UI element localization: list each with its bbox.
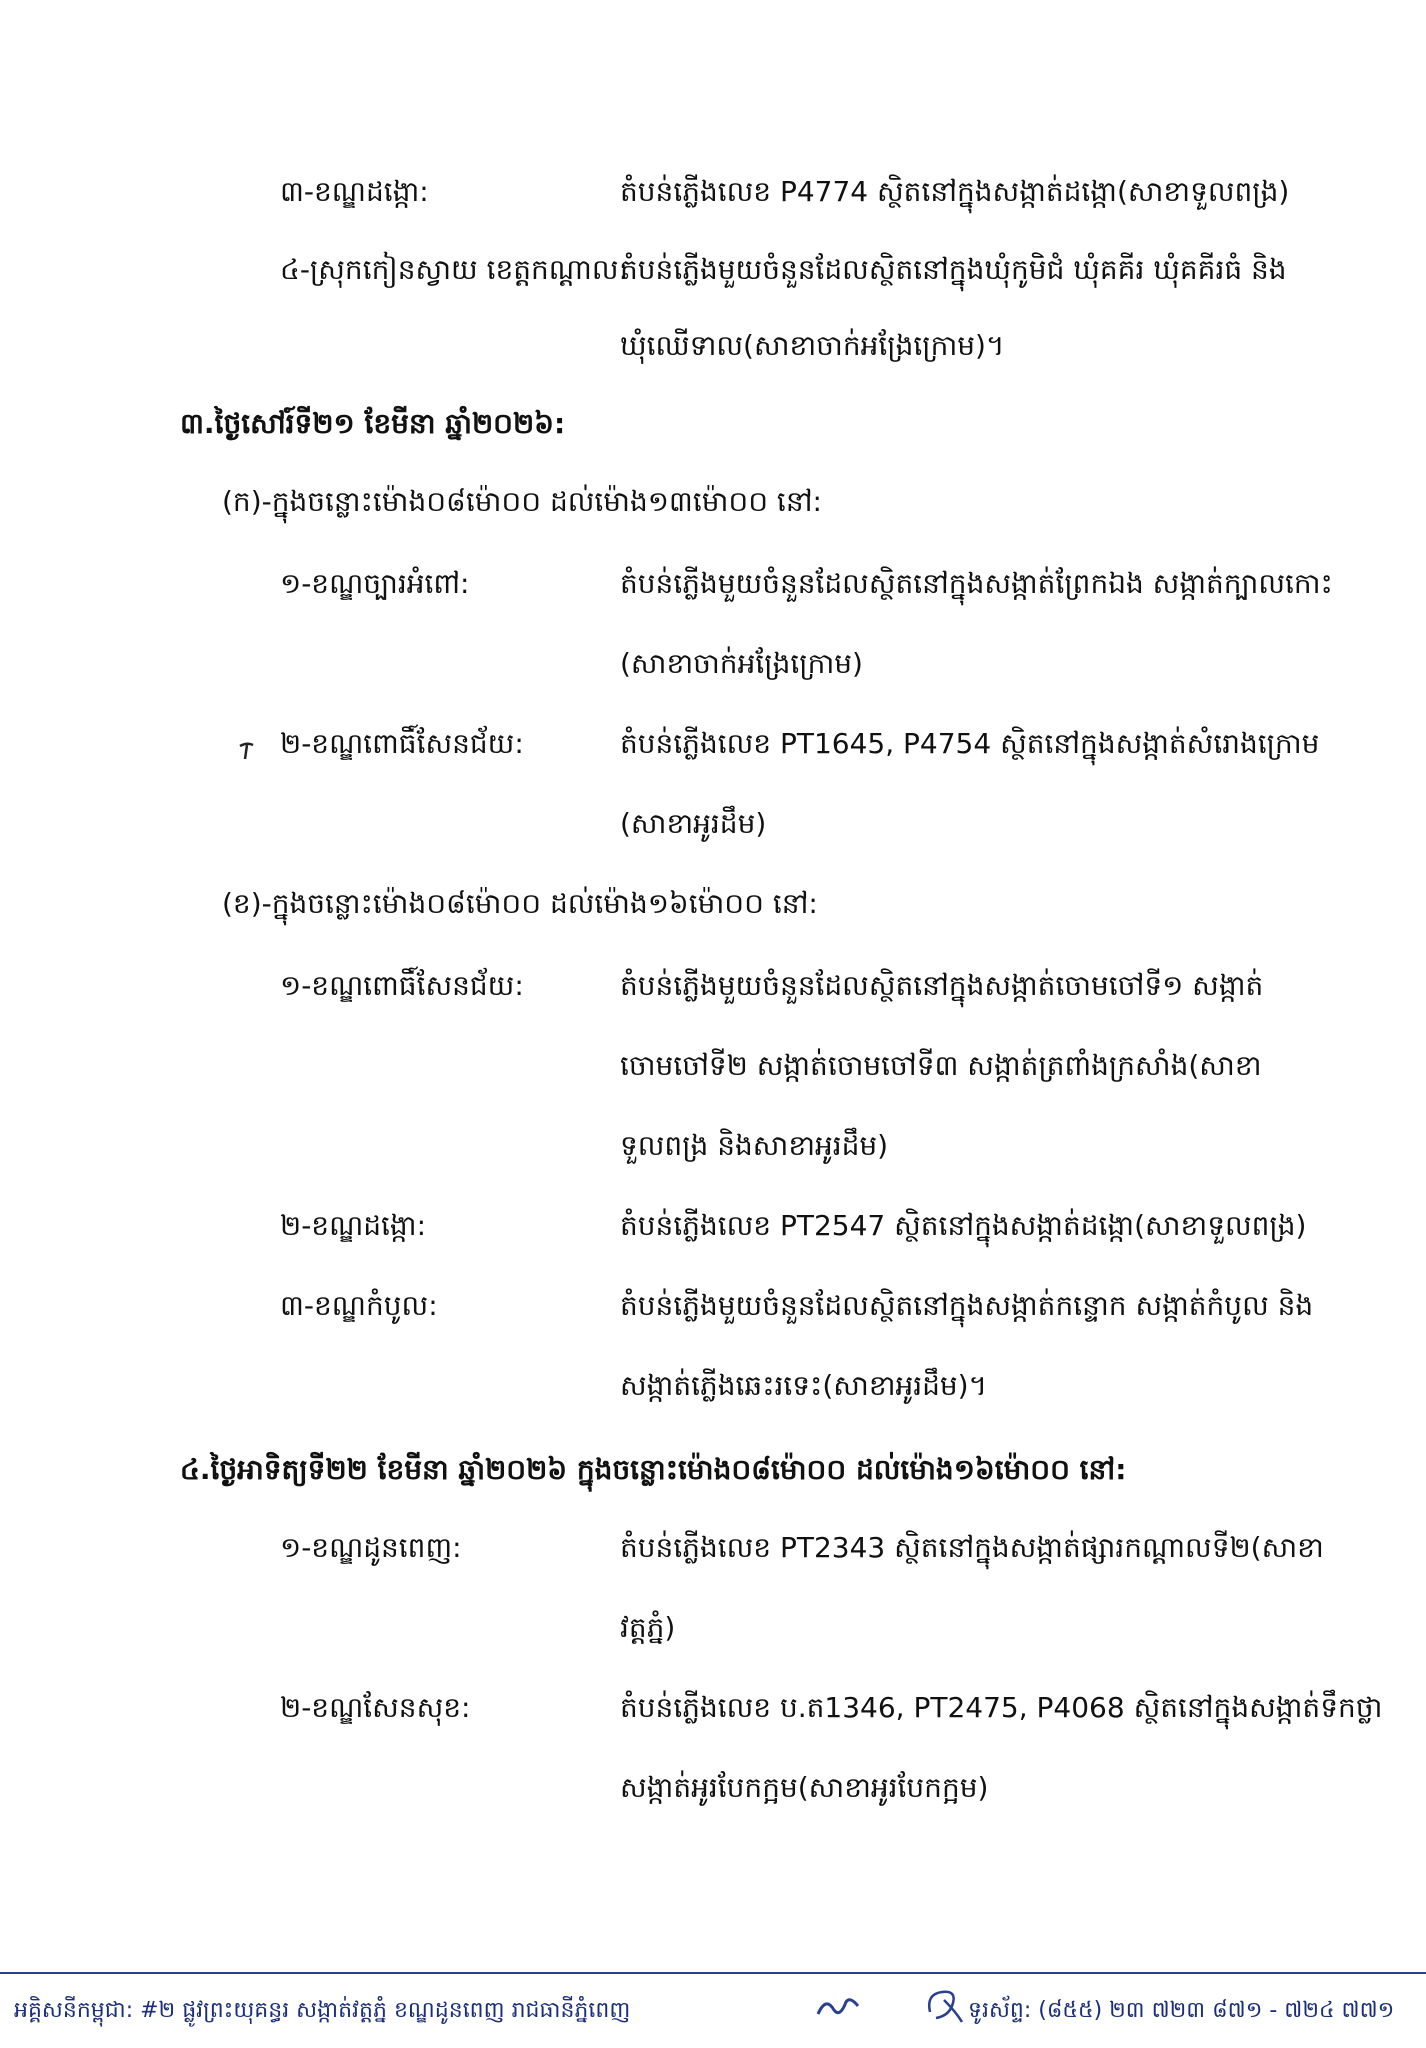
item-desc-dangkao: តំបន់ភ្លើងលេខ P4774 ស្ថិតនៅក្នុងសង្កាត់ដង្កោ(សាខាទួលពង្រ) [620,175,1290,208]
item-desc-kamboul-line1: តំបន់ភ្លើងមួយចំនួនដែលស្ថិតនៅក្នុងសង្កាត់កន្ទោក សង្កាត់កំបូល និង [620,1289,1314,1322]
item-desc-daun-penh-line2: វត្តភ្នំ) [620,1611,676,1644]
item-label-kien-svay: ៤-ស្រុកកៀនស្វាយ ខេត្តកណ្ដាល: [280,253,628,286]
item-desc-pou-senchey-line1: តំបន់ភ្លើងលេខ PT1645, P4754 ស្ថិតនៅក្នុងសង្កាត់សំរោងក្រោម [620,727,1320,760]
signature-mark-icon [922,1982,968,2028]
item-desc-chbar-ampov-line2: (សាខាចាក់អង្រែក្រោម) [620,647,863,680]
item-label-pou-senchey-b: ១-ខណ្ឌពោធិ៍សែនជ័យ: [280,969,524,1002]
item-desc-dangkao-b: តំបន់ភ្លើងលេខ PT2547 ស្ថិតនៅក្នុងសង្កាត់ដង្កោ(សាខាទួលពង្រ) [620,1209,1307,1242]
subsection-a-heading: (ក)-ក្នុងចន្លោះម៉ោង០៨ម៉ោ០០ ដល់ម៉ោង១៣ម៉ោ០០ នៅ: [222,485,822,518]
item-desc-kien-svay-line1: តំបន់ភ្លើងមួយចំនួនដែលស្ថិតនៅក្នុងឃុំកូមិជំ ឃុំគគីរ ឃុំគគីរធំ និង [620,253,1287,286]
item-desc-daun-penh-line1: តំបន់ភ្លើងលេខ PT2343 ស្ថិតនៅក្នុងសង្កាត់ផ្សារកណ្ដាលទី២(សាខា [620,1531,1324,1564]
item-label-dangkao-b: ២-ខណ្ឌដង្កោ: [280,1209,427,1242]
footer-address: អគ្គិសនីកម្ពុជា: #២ ផ្លូវព្រះយុគន្ធរ សង្កាត់វត្តភ្នំ ខណ្ឌដូនពេញ រាជធានីភ្នំពេញ [14,1998,631,2023]
item-label-daun-penh: ១-ខណ្ឌដូនពេញ: [280,1531,462,1564]
footer-divider [0,1972,1426,1974]
item-desc-sen-sok-line2: សង្កាត់អូរបែកក្អម(សាខាអូរបែកក្អម) [620,1771,989,1804]
section-heading-sunday: ៤.ថ្ងៃអាទិត្យទី២២ ខែមីនា ឆ្នាំ២០២៦ ក្នុងចន្លោះម៉ោង០៨ម៉ោ០០ ដល់ម៉ោង១៦ម៉ោ០០ នៅ: [180,1453,1127,1486]
item-desc-sen-sok-line1: តំបន់ភ្លើងលេខ ប.ត1346, PT2475, P4068 ស្ថិតនៅក្នុងសង្កាត់ទឹកថ្លា [620,1691,1383,1724]
item-desc-pou-senchey-b-line2: ចោមចៅទី២ សង្កាត់ចោមចៅទី៣ សង្កាត់ត្រពាំងក្រសាំង(សាខា [620,1049,1262,1082]
item-desc-pou-senchey-b-line3: ទួលពង្រ និងសាខាអូរដឹម) [620,1129,889,1162]
footer-phone: ទូរស័ព្ទ: (៨៥៥) ២៣ ៧២៣ ៨៧១ - ៧២៤ ៧៧១ [968,1998,1395,2023]
item-desc-kamboul-line2: សង្កាត់ភ្លើងឆេះរទេះ(សាខាអូរដឹម)។ [620,1369,988,1402]
item-desc-kien-svay-line2: ឃុំឈើទាល(សាខាចាក់អង្រែក្រោម)។ [620,329,1005,362]
item-label-chbar-ampov: ១-ខណ្ឌច្បារអំពៅ: [280,567,470,600]
item-label-kamboul: ៣-ខណ្ឌកំបូល: [280,1289,438,1322]
handwritten-check-icon [238,740,256,762]
signature-initial-icon [816,1992,860,2022]
item-label-pou-senchey: ២-ខណ្ឌពោធិ៍សែនជ័យ: [280,727,524,760]
section-heading-saturday: ៣.ថ្ងៃសៅរ៍ទី២១ ខែមីនា ឆ្នាំ២០២៦: [180,407,566,440]
item-desc-chbar-ampov-line1: តំបន់ភ្លើងមួយចំនួនដែលស្ថិតនៅក្នុងសង្កាត់ព្រែកឯង សង្កាត់ក្បាលកោះ [620,567,1333,600]
item-desc-pou-senchey-line2: (សាខាអូរដឹម) [620,807,767,840]
item-label-dangkao: ៣-ខណ្ឌដង្កោ: [280,175,429,208]
subsection-b-heading: (ខ)-ក្នុងចន្លោះម៉ោង០៨ម៉ោ០០ ដល់ម៉ោង១៦ម៉ោ០០ នៅ: [222,887,818,920]
item-desc-pou-senchey-b-line1: តំបន់ភ្លើងមួយចំនួនដែលស្ថិតនៅក្នុងសង្កាត់ចោមចៅទី១ សង្កាត់ [620,969,1264,1002]
item-label-sen-sok: ២-ខណ្ឌសែនសុខ: [280,1691,471,1724]
